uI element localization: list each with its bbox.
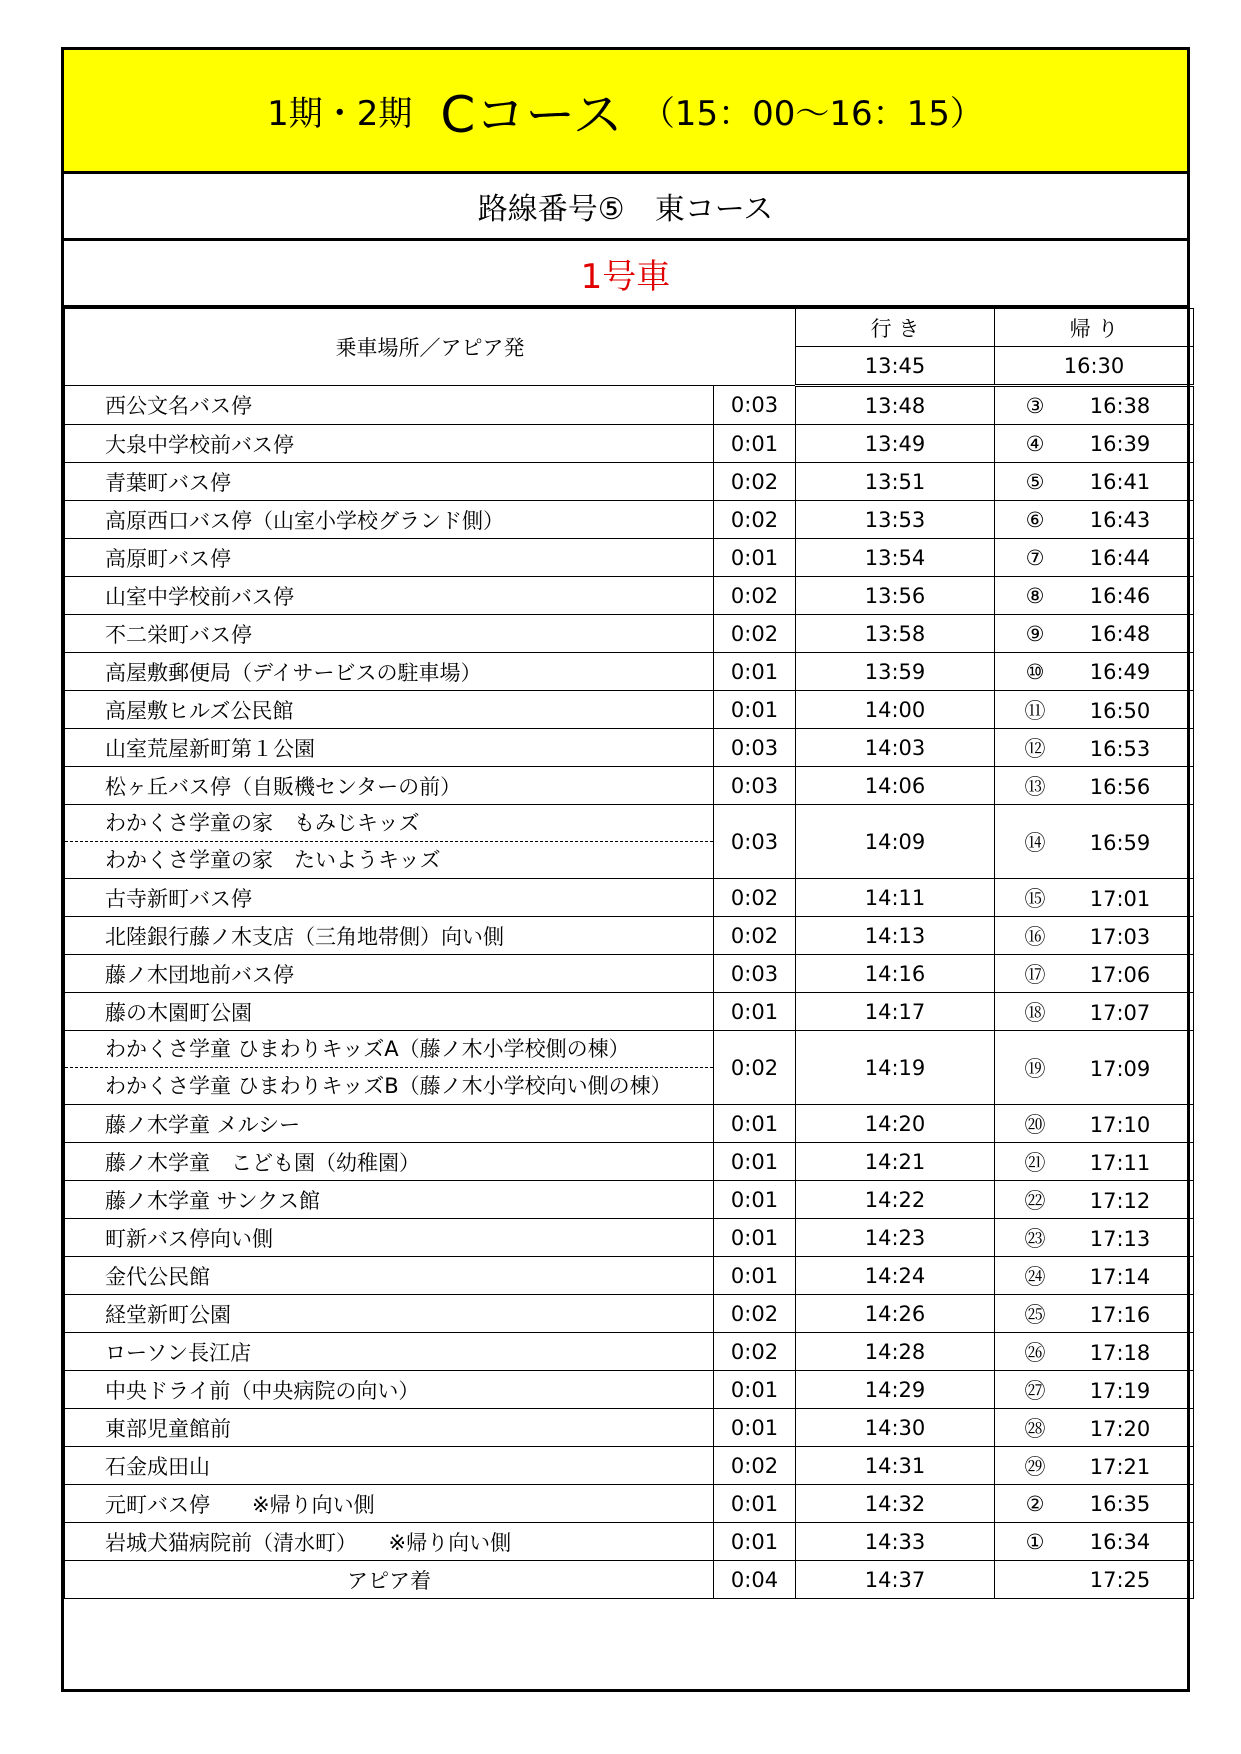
interval-cell: 0:02 (714, 501, 796, 539)
table-row (65, 1143, 1194, 1181)
car-label: 1号車 (580, 256, 671, 297)
place-header: 乗車場所／アピア発 (65, 309, 796, 386)
return-cell (995, 917, 1194, 955)
return-time: 17:21 (1089, 1454, 1151, 1479)
return-order-number: ㉗ (1024, 1378, 1046, 1403)
return-cell (995, 691, 1194, 729)
stop-name: 岩城犬猫病院前（清水町） ※帰り向い側 (65, 1523, 714, 1561)
return-time: 17:19 (1089, 1378, 1151, 1403)
table-row (65, 1523, 1194, 1561)
interval-cell: 0:01 (714, 539, 796, 577)
go-time-cell: 14:22 (796, 1181, 995, 1219)
return-order-number: ⑥ (1025, 507, 1045, 532)
go-time-cell: 13:56 (796, 577, 995, 615)
interval-cell: 0:02 (714, 917, 796, 955)
table-row (65, 615, 1194, 653)
table-row (65, 729, 1194, 767)
table-row (65, 917, 1194, 955)
go-time-cell: 14:31 (796, 1447, 995, 1485)
interval-cell: 0:01 (714, 653, 796, 691)
interval-cell: 0:01 (714, 1409, 796, 1447)
return-time: 17:13 (1089, 1226, 1151, 1251)
stop-name: ローソン長江店 (65, 1333, 714, 1371)
go-start-time: 13:45 (796, 347, 995, 386)
stop-name: 山室荒屋新町第１公園 (65, 729, 714, 767)
go-time-cell: 13:53 (796, 501, 995, 539)
return-cell (995, 993, 1194, 1031)
return-cell (995, 1295, 1194, 1333)
table-row (65, 691, 1194, 729)
interval-cell: 0:03 (714, 805, 796, 879)
interval-cell: 0:02 (714, 577, 796, 615)
header-row (65, 309, 1194, 347)
interval-cell: 0:01 (714, 691, 796, 729)
return-order-number: ㉕ (1024, 1302, 1046, 1327)
go-time-cell: 14:29 (796, 1371, 995, 1409)
interval-cell: 0:01 (714, 1181, 796, 1219)
go-time-cell: 14:13 (796, 917, 995, 955)
go-time-cell: 13:59 (796, 653, 995, 691)
return-time: 17:18 (1089, 1340, 1151, 1365)
return-order-number: ⑱ (1024, 1000, 1046, 1025)
return-cell (995, 729, 1194, 767)
return-cell (995, 1257, 1194, 1295)
return-time: 17:12 (1089, 1188, 1151, 1213)
go-time-cell: 14:23 (796, 1219, 995, 1257)
stop-name: 北陸銀行藤ノ木支店（三角地帯側）向い側 (65, 917, 714, 955)
return-order-number: ⑳ (1024, 1112, 1046, 1137)
interval-cell: 0:01 (714, 1143, 796, 1181)
return-header: 帰 り (995, 309, 1194, 347)
table-row (65, 1031, 1194, 1105)
return-cell (995, 1105, 1194, 1143)
return-cell (995, 1031, 1194, 1105)
table-row (65, 1219, 1194, 1257)
schedule-body (65, 309, 1194, 1599)
return-order-number: ⑪ (1024, 698, 1046, 723)
return-order-number: ㉘ (1024, 1416, 1046, 1441)
return-time: 16:44 (1089, 545, 1151, 570)
return-order-number: ⑤ (1025, 469, 1045, 494)
route-label: 路線番号⑤ 東コース (477, 192, 774, 227)
return-cell (995, 955, 1194, 993)
interval-cell: 0:02 (714, 463, 796, 501)
interval-cell: 0:03 (714, 767, 796, 805)
return-time: 17:09 (1089, 1056, 1151, 1081)
return-order-number: ㉑ (1024, 1150, 1046, 1175)
return-order-number: ⑲ (1024, 1056, 1046, 1081)
interval-cell: 0:02 (714, 1447, 796, 1485)
go-time-cell: 14:00 (796, 691, 995, 729)
return-order-number: ⑮ (1024, 886, 1046, 911)
stop-name: 藤ノ木団地前バス停 (65, 955, 714, 993)
table-row (65, 1181, 1194, 1219)
return-cell (995, 1333, 1194, 1371)
table-row (65, 805, 1194, 879)
table-row (65, 1105, 1194, 1143)
return-time: 17:07 (1089, 1000, 1151, 1025)
return-order-number: ③ (1025, 393, 1045, 418)
stop-name-cell (65, 805, 714, 879)
table-row (65, 539, 1194, 577)
go-time-cell: 14:32 (796, 1485, 995, 1523)
interval-cell: 0:03 (714, 386, 796, 425)
go-time-cell: 14:33 (796, 1523, 995, 1561)
return-cell (995, 425, 1194, 463)
footer-return-cell (995, 1561, 1194, 1599)
interval-cell: 0:01 (714, 1105, 796, 1143)
go-time-cell: 14:06 (796, 767, 995, 805)
return-time: 16:50 (1089, 698, 1151, 723)
interval-cell: 0:01 (714, 1485, 796, 1523)
go-time-cell: 13:58 (796, 615, 995, 653)
stop-name: 東部児童館前 (65, 1409, 714, 1447)
footer-go-time: 14:37 (796, 1561, 995, 1599)
interval-cell: 0:01 (714, 1523, 796, 1561)
table-row (65, 767, 1194, 805)
table-row (65, 1485, 1194, 1523)
return-order-number: ⑦ (1025, 545, 1045, 570)
go-time-cell: 13:51 (796, 463, 995, 501)
return-cell (995, 539, 1194, 577)
go-time-cell: 14:21 (796, 1143, 995, 1181)
go-time-cell: 14:16 (796, 955, 995, 993)
timetable-frame (61, 47, 1190, 1692)
return-time: 16:46 (1089, 583, 1151, 608)
return-cell (995, 1447, 1194, 1485)
go-time-cell: 14:30 (796, 1409, 995, 1447)
go-time-cell: 14:28 (796, 1333, 995, 1371)
table-row (65, 1371, 1194, 1409)
return-time: 16:53 (1089, 736, 1151, 761)
go-time-cell: 14:26 (796, 1295, 995, 1333)
table-row (65, 1257, 1194, 1295)
table-row (65, 993, 1194, 1031)
table-row (65, 386, 1194, 425)
go-time-cell: 14:03 (796, 729, 995, 767)
route-band (64, 174, 1187, 241)
stop-name: 藤ノ木学童 メルシー (65, 1105, 714, 1143)
go-time-cell: 14:11 (796, 879, 995, 917)
go-time-cell: 14:17 (796, 993, 995, 1031)
return-time: 16:34 (1089, 1529, 1151, 1554)
table-row (65, 1333, 1194, 1371)
stop-name: 大泉中学校前バス停 (65, 425, 714, 463)
return-order-number: ⑭ (1024, 830, 1046, 855)
return-time: 16:39 (1089, 431, 1151, 456)
return-time: 16:56 (1089, 774, 1151, 799)
return-cell (995, 653, 1194, 691)
stop-name: 中央ドライ前（中央病院の向い） (65, 1371, 714, 1409)
return-order-number: ⑩ (1025, 659, 1045, 684)
return-time: 16:59 (1089, 830, 1151, 855)
return-cell (995, 1219, 1194, 1257)
return-order-number: ㉓ (1024, 1226, 1046, 1251)
course-time-range: （15：00～16：15） (640, 94, 984, 134)
return-cell (995, 1143, 1194, 1181)
footer-return-time: 17:25 (1089, 1567, 1151, 1592)
return-cell (995, 615, 1194, 653)
return-cell (995, 577, 1194, 615)
return-order-number: ⑬ (1024, 774, 1046, 799)
return-time: 16:41 (1089, 469, 1151, 494)
return-order-number: ⑯ (1024, 924, 1046, 949)
return-start-time: 16:30 (995, 347, 1194, 386)
interval-cell: 0:02 (714, 1031, 796, 1105)
interval-cell: 0:01 (714, 993, 796, 1031)
table-row (65, 577, 1194, 615)
return-time: 16:38 (1089, 393, 1151, 418)
stop-name: 高屋敷郵便局（デイサービスの駐車場） (65, 653, 714, 691)
table-row (65, 955, 1194, 993)
stop-name: 山室中学校前バス停 (65, 577, 714, 615)
footer-row (65, 1561, 1194, 1599)
return-time: 16:48 (1089, 621, 1151, 646)
interval-cell: 0:02 (714, 1333, 796, 1371)
stop-name: 藤ノ木学童 サンクス館 (65, 1181, 714, 1219)
table-row (65, 425, 1194, 463)
title-band (64, 50, 1187, 174)
stop-name: 高屋敷ヒルズ公民館 (65, 691, 714, 729)
interval-cell: 0:03 (714, 955, 796, 993)
return-order-number: ⑧ (1025, 583, 1045, 608)
stop-name: 青葉町バス停 (65, 463, 714, 501)
table-row (65, 653, 1194, 691)
period-label: 1期・2期 (267, 94, 413, 134)
return-time: 17:14 (1089, 1264, 1151, 1289)
return-cell (995, 767, 1194, 805)
return-time: 17:16 (1089, 1302, 1151, 1327)
stop-name: 金代公民館 (65, 1257, 714, 1295)
stop-name: 石金成田山 (65, 1447, 714, 1485)
return-order-number: ① (1025, 1529, 1045, 1554)
return-order-number: ② (1025, 1491, 1045, 1516)
return-order-number: ㉙ (1024, 1454, 1046, 1479)
return-time: 17:11 (1089, 1150, 1151, 1175)
return-time: 17:03 (1089, 924, 1151, 949)
stop-name: わかくさ学童の家 もみじキッズ (105, 811, 420, 835)
return-time: 16:35 (1089, 1491, 1151, 1516)
return-time: 17:06 (1089, 962, 1151, 987)
return-order-number: ㉒ (1024, 1188, 1046, 1213)
stop-name: わかくさ学童 ひまわりキッズB（藤ノ木小学校向い側の棟） (65, 1067, 713, 1104)
interval-cell: 0:03 (714, 729, 796, 767)
interval-cell: 0:02 (714, 879, 796, 917)
table-row (65, 463, 1194, 501)
return-cell (995, 1485, 1194, 1523)
go-time-cell: 13:48 (796, 386, 995, 425)
return-time: 16:49 (1089, 659, 1151, 684)
stop-name: 藤の木園町公園 (65, 993, 714, 1031)
stop-name: 元町バス停 ※帰り向い側 (65, 1485, 714, 1523)
table-row (65, 1409, 1194, 1447)
table-row (65, 1295, 1194, 1333)
interval-cell: 0:01 (714, 1219, 796, 1257)
go-time-cell: 14:09 (796, 805, 995, 879)
stop-name-cell (65, 1031, 714, 1105)
stop-name: 高原西口バス停（山室小学校グランド側） (65, 501, 714, 539)
stop-name: 不二栄町バス停 (65, 615, 714, 653)
return-time: 17:01 (1089, 886, 1151, 911)
stop-name: 松ヶ丘バス停（自販機センターの前） (65, 767, 714, 805)
return-cell (995, 879, 1194, 917)
arrival-label: アピア着 (65, 1561, 714, 1599)
interval-cell: 0:01 (714, 1257, 796, 1295)
go-time-cell: 13:54 (796, 539, 995, 577)
return-order-number: ⑫ (1024, 736, 1046, 761)
stop-name: 経堂新町公園 (65, 1295, 714, 1333)
stop-name: 藤ノ木学童 こども園（幼稚園） (65, 1143, 714, 1181)
interval-cell: 0:01 (714, 1371, 796, 1409)
go-time-cell: 14:24 (796, 1257, 995, 1295)
stop-name: 高原町バス停 (65, 539, 714, 577)
go-header: 行 き (796, 309, 995, 347)
stop-name: 西公文名バス停 (65, 386, 714, 425)
return-order-number: ④ (1025, 431, 1045, 456)
return-cell (995, 501, 1194, 539)
return-time: 17:10 (1089, 1112, 1151, 1137)
return-cell (995, 386, 1194, 425)
return-cell (995, 463, 1194, 501)
stop-name: わかくさ学童 ひまわりキッズA（藤ノ木小学校側の棟） (105, 1037, 630, 1061)
go-time-cell: 14:20 (796, 1105, 995, 1143)
return-cell (995, 1181, 1194, 1219)
footer-interval: 0:04 (714, 1561, 796, 1599)
go-time-cell: 13:49 (796, 425, 995, 463)
return-cell (995, 1409, 1194, 1447)
interval-cell: 0:01 (714, 425, 796, 463)
return-cell (995, 1523, 1194, 1561)
return-order-number: ⑰ (1024, 962, 1046, 987)
course-title: Cコース (440, 85, 623, 144)
stop-name: わかくさ学童の家 たいようキッズ (65, 841, 713, 878)
return-order-number: ㉔ (1024, 1264, 1046, 1289)
return-cell (995, 1371, 1194, 1409)
stop-name: 町新バス停向い側 (65, 1219, 714, 1257)
stop-name: 古寺新町バス停 (65, 879, 714, 917)
interval-cell: 0:02 (714, 615, 796, 653)
return-order-number: ⑨ (1025, 621, 1045, 646)
return-time: 17:20 (1089, 1416, 1151, 1441)
interval-cell: 0:02 (714, 1295, 796, 1333)
table-row (65, 1447, 1194, 1485)
return-time: 16:43 (1089, 507, 1151, 532)
schedule-table (64, 308, 1194, 1599)
return-cell (995, 805, 1194, 879)
go-time-cell: 14:19 (796, 1031, 995, 1105)
table-row (65, 879, 1194, 917)
return-order-number: ㉖ (1024, 1340, 1046, 1365)
car-band (64, 241, 1187, 308)
table-row (65, 501, 1194, 539)
